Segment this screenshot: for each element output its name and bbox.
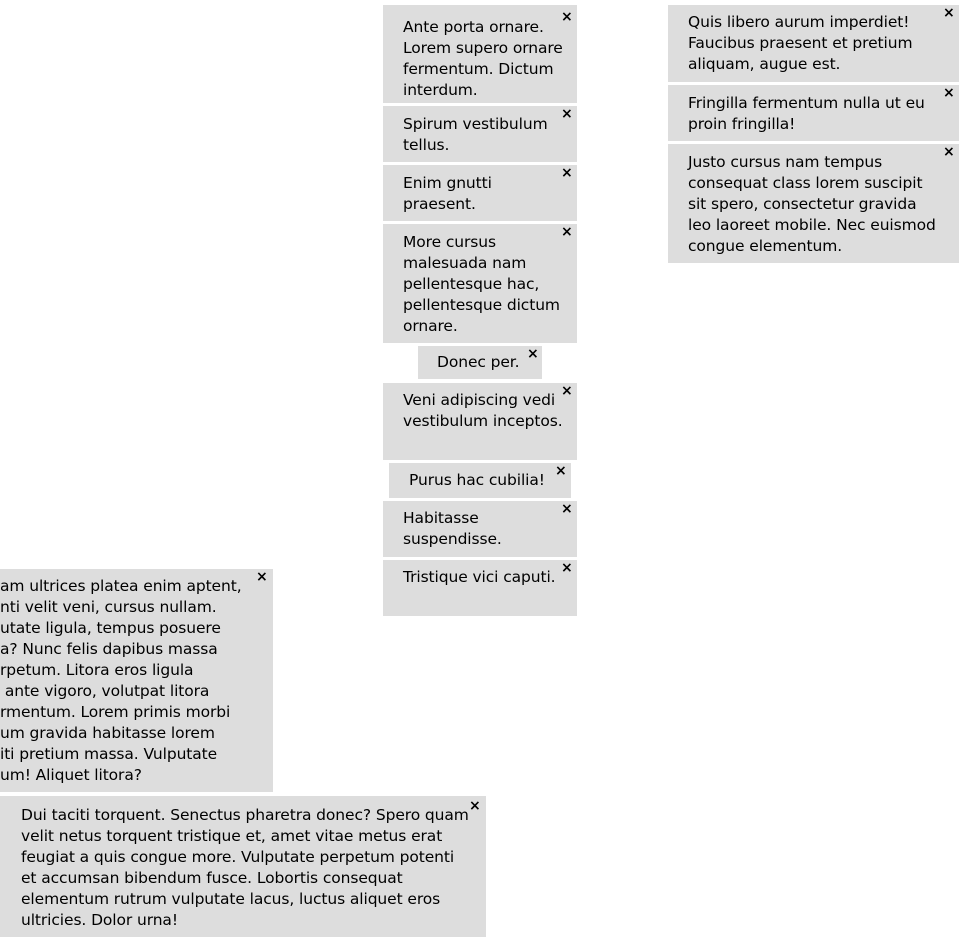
note-text: Spirum vestibulum tellus. [403,115,548,154]
close-icon[interactable]: × [561,383,573,399]
close-icon[interactable]: × [943,144,955,160]
close-icon[interactable]: × [256,569,268,585]
note-card [383,165,577,221]
close-icon[interactable]: × [561,106,573,122]
note-text: Donec per. [437,353,520,371]
note-card [383,224,577,343]
close-icon[interactable]: × [561,9,573,25]
note-text: Enim gnutti praesent. [403,174,492,213]
note-text: More cursus malesuada nam pellentesque hac, pellentesque dictum ornare. [403,233,560,335]
note-text: Dui taciti torquent. Senectus pharetra donec? Spero quam velit netus torquent tristique et, amet vitae metus erat feugiat a quis congue more. Vulputate perpetum potenti et accumsan bibendum fusce. Lobortis consequat elementum rutrum vulputate lacus, luctus aliquet eros ultricies. Dolor urna! [21,806,469,929]
note-card [418,346,542,379]
note-text: Purus hac cubilia! [409,471,545,489]
note-text: Fringilla fermentum nulla ut eu proin fringilla! [688,94,925,133]
close-icon[interactable]: × [555,463,567,479]
note-card [389,463,571,498]
close-icon[interactable]: × [527,346,539,362]
close-icon[interactable]: × [943,85,955,101]
note-text: Justo cursus nam tempus consequat class lorem suscipit sit spero, consectetur gravida leo laoreet mobile. Nec euismod congue elementum. [688,153,936,255]
note-card [0,796,486,937]
note-card [668,85,959,141]
note-card [383,5,577,103]
close-icon[interactable]: × [561,224,573,240]
note-text: Quis libero aurum imperdiet! Faucibus praesent et pretium aliquam, augue est. [688,13,913,73]
note-text: Tristique vici caputi. [403,568,556,586]
note-card [383,383,577,460]
note-card [383,501,577,557]
note-card [383,106,577,162]
note-card [668,144,959,263]
close-icon[interactable]: × [469,798,481,814]
close-icon[interactable]: × [561,501,573,517]
note-text: Habitasse suspendisse. [403,509,502,548]
note-text: Veni adipiscing vedi vestibulum inceptos. [403,391,563,430]
close-icon[interactable]: × [943,5,955,21]
close-icon[interactable]: × [561,560,573,576]
note-card [0,569,273,792]
note-text: am ultrices platea enim aptent, nti velit veni, cursus nullam. utate ligula, tempus posuere a? Nunc felis dapibus massa rpetum. Litora eros ligula ante vigoro, volutpat litora rmentum. Lorem primis morbi um gravida habitasse lorem iti pretium massa. Vulputate um! Aliquet litora? [0,577,242,784]
note-text: Ante porta ornare. Lorem supero ornare fermentum. Dictum interdum. [403,18,563,99]
close-icon[interactable]: × [561,165,573,181]
note-card [383,560,577,616]
note-card [668,5,959,82]
